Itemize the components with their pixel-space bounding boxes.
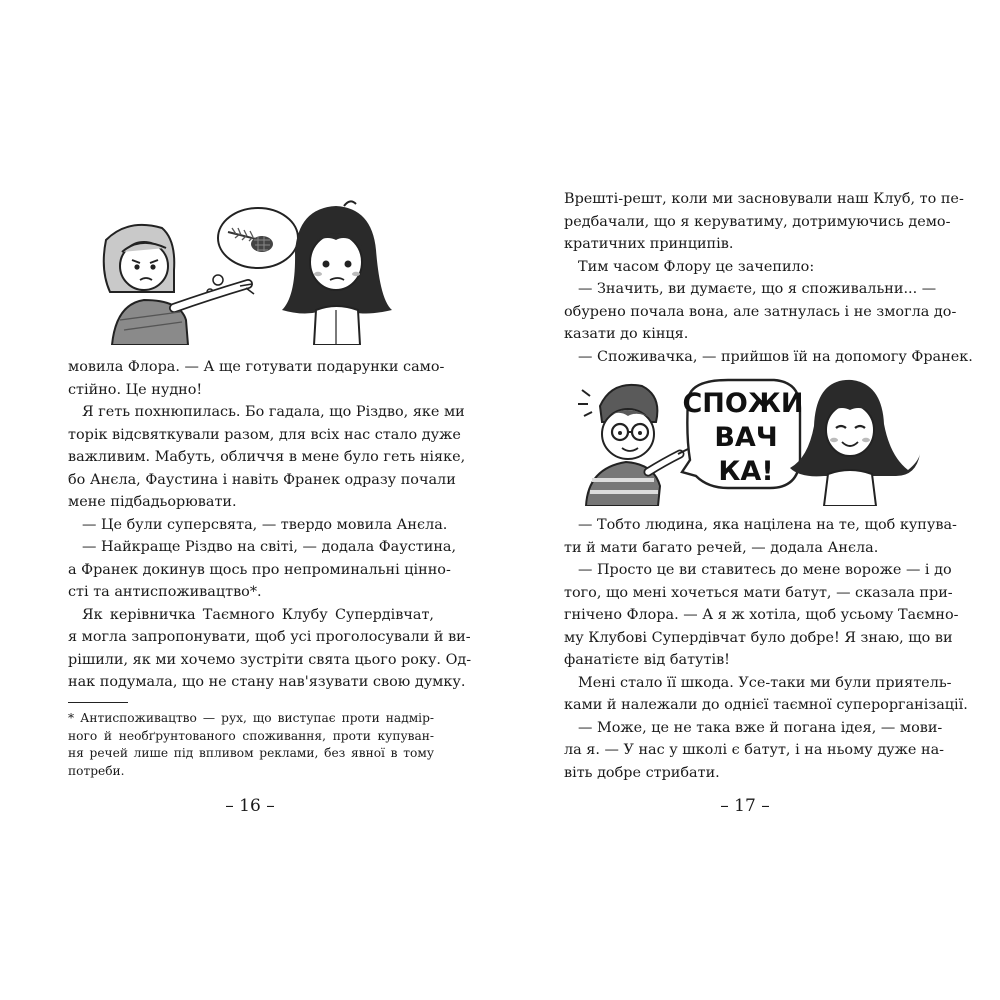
text-line: рішили, як ми хочемо зустріти свята цього року. Од- — [68, 651, 472, 668]
footnote-divider — [68, 702, 128, 703]
page-number: – 17 – — [720, 796, 770, 816]
text-line: обурено почала вона, але затнулась і не змогла до- — [564, 303, 957, 320]
text-line: торік відсвяткували разом, для всіх нас стало дуже — [68, 426, 461, 443]
text-line: ла я. — У нас у школі є батут, і на ньому дуже на- — [564, 742, 945, 758]
text-line: важливим. Мабуть, обличчя в мене було геть ніяке, — [68, 449, 466, 465]
bubble-line: КА! — [718, 456, 774, 487]
text-line: гнічено Флора. — А я ж хотіла, щоб усьому Таємно- — [564, 607, 959, 623]
illustration-franek-and-girl — [578, 376, 922, 506]
text-line: мене підбадьорювати. — [68, 494, 237, 510]
illustration-flora-and-girl — [100, 200, 410, 345]
text-line: кратичних принципів. — [564, 236, 734, 252]
bubble-line: ВАЧ — [714, 422, 778, 453]
text-line: Тим часом Флору це зачепило: — [578, 258, 815, 275]
text-line: редбачали, що я керуватиму, дотримуючись демо- — [564, 213, 951, 230]
text-line: а Франек докинув щось про непроминальні цінно- — [68, 561, 451, 578]
text-line: сті та антиспоживацтво*. — [68, 584, 262, 600]
text-line: віть добре стрибати. — [564, 764, 720, 781]
text-line: бо Анєла, Фаустина і навіть Франек одразу почали — [68, 471, 456, 488]
right-body-text-top — [564, 188, 973, 368]
text-line: — Найкраще Різдво на світі, — додала Фаустина, — [82, 539, 457, 555]
text-line: фанатієте від батутів! — [564, 652, 730, 668]
right-body-text-bottom — [564, 514, 968, 784]
text-line: — Споживачка, — прийшов їй на допомогу Франек. — [578, 348, 973, 365]
text-line: казати до кінця. — [564, 326, 689, 342]
footnote-line: ного й необґрунтованого споживання, проти купуван- — [68, 728, 434, 743]
speech-bubble-icon — [682, 380, 804, 488]
right-page — [500, 0, 1000, 1000]
text-line: мовила Флора. — А ще готувати подарунки само- — [68, 359, 445, 375]
footnote — [68, 710, 434, 780]
text-line: я могла запропонувати, щоб усі проголосували й ви- — [68, 629, 471, 645]
text-line: Мені стало її шкода. Усе-таки ми були приятель- — [578, 674, 952, 691]
text-line: того, що мені хочеться мати батут, — сказала при- — [564, 584, 953, 601]
text-line: ти й мати багато речей, — додала Анєла. — [564, 539, 879, 556]
page-number: – 16 – — [225, 796, 275, 816]
left-body-text — [68, 356, 472, 694]
text-line: ками й належали до однієї таємної суперорганізації. — [564, 697, 968, 713]
text-line: Як керівничка Таємного Клубу Супердівчат, — [82, 606, 434, 623]
text-line: Врешті-решт, коли ми засновували наш Клуб, то пе- — [564, 191, 964, 207]
girl-figure-icon — [790, 380, 920, 506]
text-line: — Може, це не така вже й погана ідея, — мови- — [578, 719, 943, 736]
bubble-line: СПОЖИ — [682, 388, 804, 419]
footnote-line: потреби. — [68, 763, 125, 778]
footnote-line: ня речей лише під впливом реклами, без явної в тому — [68, 746, 434, 761]
text-line: — Це були суперсвята, — твердо мовила Анєла. — [82, 516, 448, 533]
text-line: му Клубові Супердівчат було добре! Я знаю, що ви — [564, 629, 953, 646]
footnote-line: * Антиспоживацтво — рух, що виступає проти надмір- — [68, 711, 434, 725]
text-line: Я геть похнюпилась. Бо гадала, що Різдво, яке ми — [82, 404, 465, 420]
franek-figure-icon — [578, 385, 690, 506]
text-line: — Значить, ви думаєте, що я споживальни... — — [578, 281, 937, 297]
girl-figure-icon — [282, 201, 392, 345]
text-line: — Просто це ви ставитесь до мене вороже — і до — [578, 562, 952, 578]
text-line: нак подумала, що не стану нав'язувати свою думку. — [68, 674, 466, 690]
text-line: стійно. Це нудно! — [68, 381, 203, 398]
text-line: — Тобто людина, яка націлена на те, щоб купува- — [578, 517, 957, 533]
